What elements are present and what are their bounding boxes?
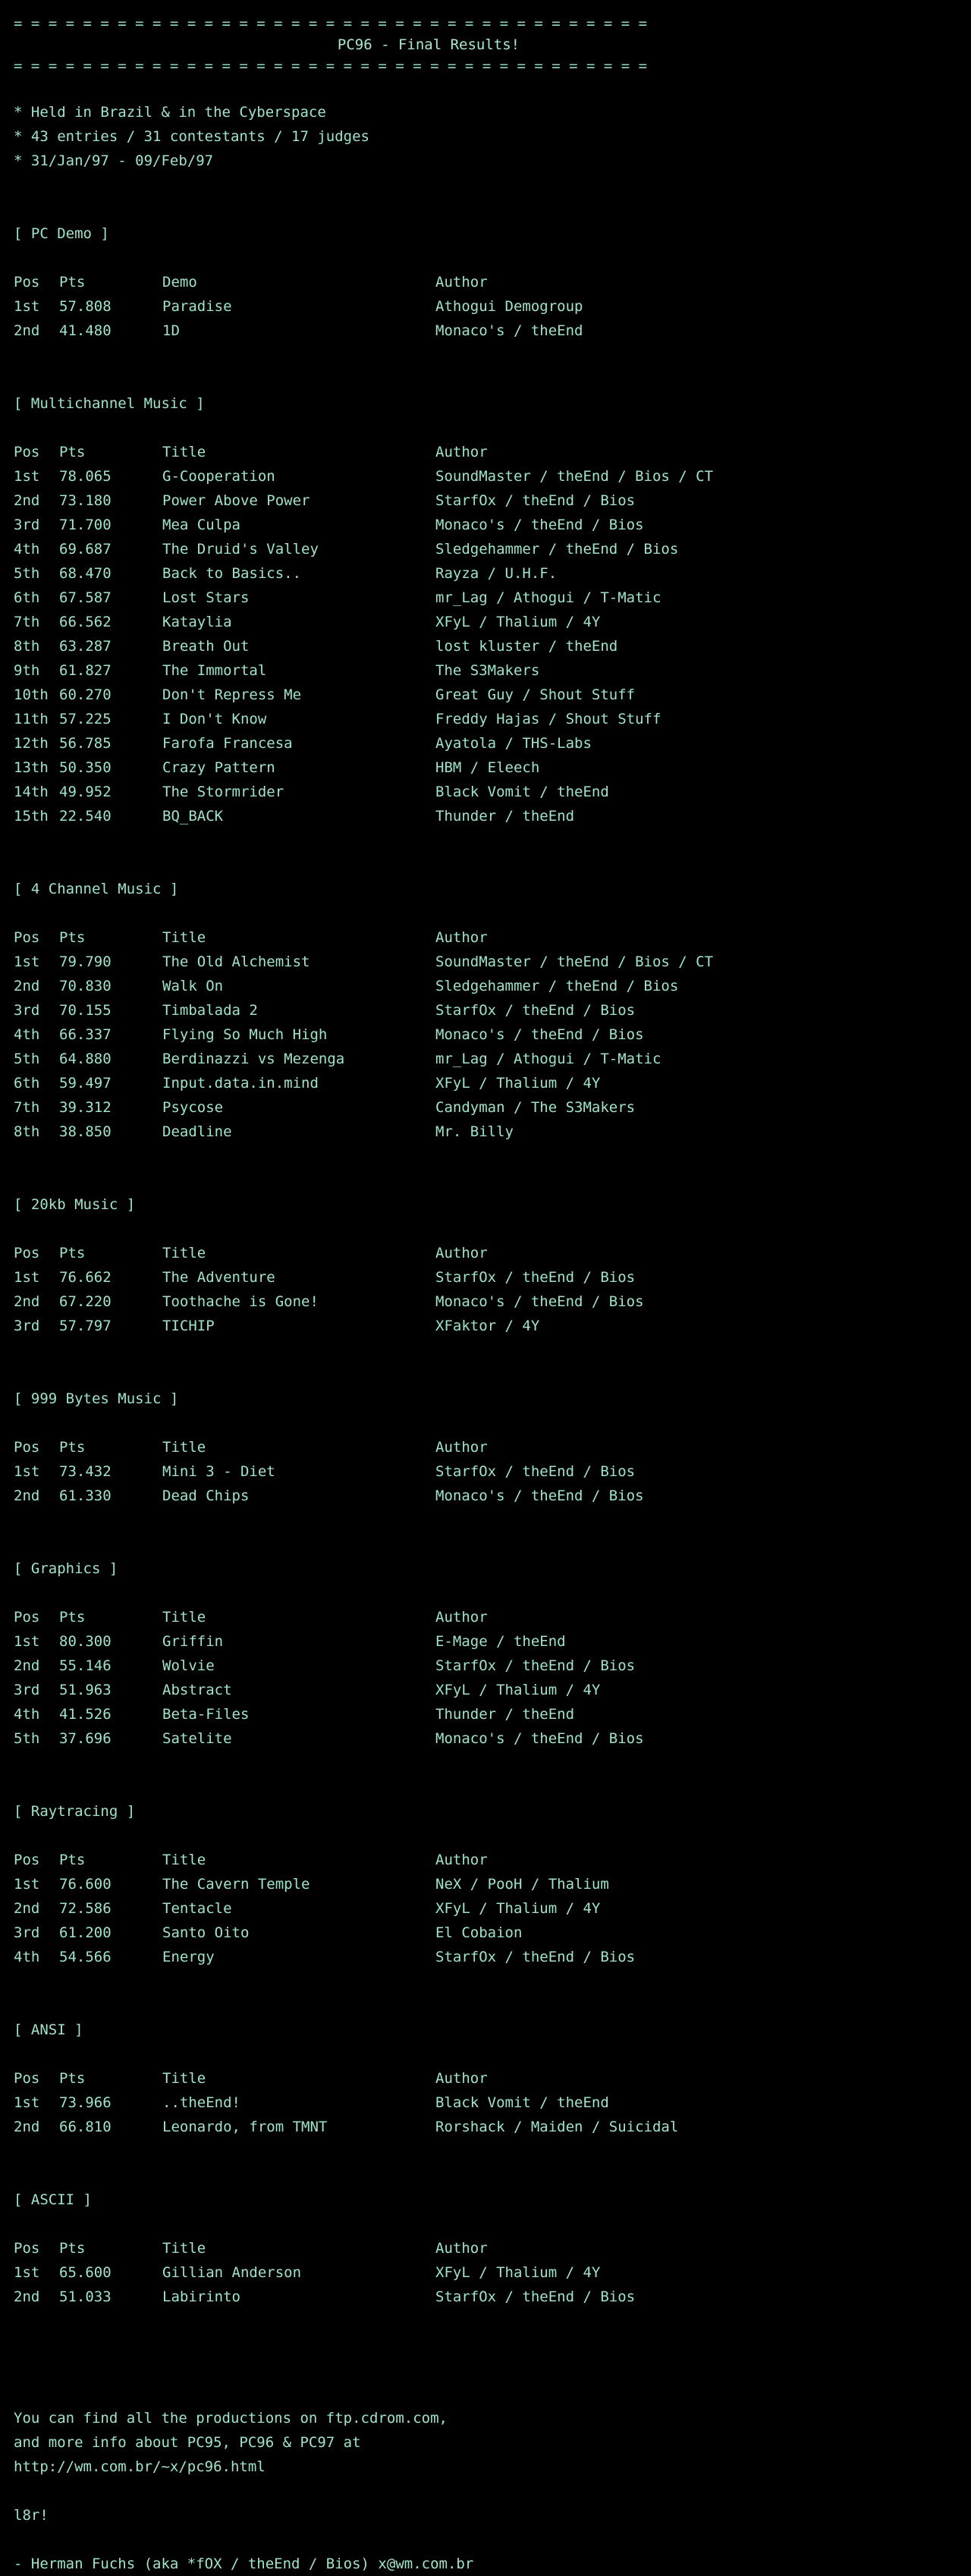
cell-author: SoundMaster / theEnd / Bios / CT <box>435 953 714 970</box>
cell-position: 2nd <box>14 978 40 994</box>
footer-line-0: You can find all the productions on ftp.cdrom.com, <box>14 2410 448 2427</box>
cell-points: 73.966 <box>59 2094 112 2111</box>
column-header-author: Author <box>435 929 488 946</box>
cell-position: 13th <box>14 759 49 776</box>
table-row <box>14 1872 971 1896</box>
cell-position: 1st <box>14 1876 40 1893</box>
table-row <box>14 1945 971 1969</box>
cell-author: Candyman / The S3Makers <box>435 1099 636 1116</box>
cell-points: 56.785 <box>59 735 112 752</box>
cell-position: 4th <box>14 541 40 558</box>
info-line-0: * Held in Brazil & in the Cyberspace <box>14 104 326 121</box>
results-table <box>0 1435 971 1508</box>
rule-top: = = = = = = = = = = = = = = = = = = = = = = = = = = = = = = = = = = = = = <box>14 15 648 32</box>
cell-title: Power Above Power <box>162 492 310 509</box>
column-header-title: Title <box>162 1439 206 1456</box>
cell-title: The Immortal <box>162 662 267 679</box>
sections-container <box>0 221 971 2358</box>
cell-position: 5th <box>14 565 40 582</box>
cell-points: 73.180 <box>59 492 112 509</box>
column-header-author: Author <box>435 274 488 291</box>
cell-points: 73.432 <box>59 1463 112 1480</box>
info-line-2: * 31/Jan/97 - 09/Feb/97 <box>14 152 214 169</box>
cell-author: XFaktor / 4Y <box>435 1318 540 1334</box>
cell-title: The Cavern Temple <box>162 1876 310 1893</box>
cell-position: 4th <box>14 1706 40 1723</box>
cell-points: 78.065 <box>59 468 112 485</box>
cell-position: 4th <box>14 1949 40 1965</box>
cell-position: 1st <box>14 468 40 485</box>
column-header-title: Title <box>162 1245 206 1261</box>
column-header-pos: Pos <box>14 1245 40 1261</box>
cell-author: SoundMaster / theEnd / Bios / CT <box>435 468 714 485</box>
cell-title: Kataylia <box>162 614 232 630</box>
table-row <box>14 756 971 780</box>
cell-author: Monaco's / theEnd / Bios <box>435 1026 644 1043</box>
table-header-row <box>14 1435 971 1459</box>
cell-position: 2nd <box>14 322 40 339</box>
cell-author: Athogui Demogroup <box>435 298 583 315</box>
column-header-pos: Pos <box>14 929 40 946</box>
cell-position: 6th <box>14 1075 40 1092</box>
cell-position: 3rd <box>14 1924 40 1941</box>
cell-author: Black Vomit / theEnd <box>435 2094 609 2111</box>
cell-points: 59.497 <box>59 1075 112 1092</box>
cell-author: Freddy Hajas / Shout Stuff <box>435 711 661 727</box>
table-row <box>14 950 971 974</box>
cell-points: 61.827 <box>59 662 112 679</box>
cell-points: 70.155 <box>59 1002 112 1019</box>
cell-points: 41.480 <box>59 322 112 339</box>
cell-points: 61.200 <box>59 1924 112 1941</box>
table-row <box>14 1265 971 1290</box>
cell-points: 72.586 <box>59 1900 112 1917</box>
cell-position: 4th <box>14 1026 40 1043</box>
cell-author: Monaco's / theEnd / Bios <box>435 1293 644 1310</box>
table-header-row <box>14 1848 971 1872</box>
cell-position: 7th <box>14 614 40 630</box>
column-header-pos: Pos <box>14 274 40 291</box>
cell-author: XFyL / Thalium / 4Y <box>435 1900 601 1917</box>
table-row <box>14 1023 971 1047</box>
section-heading: [ 4 Channel Music ] <box>14 881 179 897</box>
column-header-pts: Pts <box>59 1609 86 1626</box>
cell-title: The Old Alchemist <box>162 953 310 970</box>
cell-title: The Druid's Valley <box>162 541 319 558</box>
table-header-row <box>14 270 971 294</box>
section-heading: [ Raytracing ] <box>14 1803 136 1820</box>
results-table <box>0 2236 971 2309</box>
cell-position: 1st <box>14 1463 40 1480</box>
cell-author: StarfOx / theEnd / Bios <box>435 1949 636 1965</box>
table-row <box>14 464 971 488</box>
cell-author: lost kluster / theEnd <box>435 638 618 655</box>
cell-author: StarfOx / theEnd / Bios <box>435 1657 636 1674</box>
cell-title: Labirinto <box>162 2289 240 2305</box>
table-row <box>14 1095 971 1120</box>
cell-title: Energy <box>162 1949 215 1965</box>
cell-position: 3rd <box>14 1318 40 1334</box>
cell-author: Ayatola / THS-Labs <box>435 735 592 752</box>
cell-position: 1st <box>14 298 40 315</box>
cell-author: Monaco's / theEnd <box>435 322 583 339</box>
cell-author: StarfOx / theEnd / Bios <box>435 492 636 509</box>
cell-points: 38.850 <box>59 1123 112 1140</box>
column-header-author: Author <box>435 2070 488 2087</box>
cell-points: 66.810 <box>59 2119 112 2135</box>
table-header-row <box>14 1241 971 1265</box>
results-table <box>0 440 971 828</box>
cell-title: Crazy Pattern <box>162 759 275 776</box>
cell-position: 2nd <box>14 2119 40 2135</box>
cell-points: 55.146 <box>59 1657 112 1674</box>
table-row <box>14 658 971 683</box>
table-row <box>14 2285 971 2309</box>
section-heading: [ Graphics ] <box>14 1560 118 1577</box>
table-row <box>14 1484 971 1508</box>
cell-points: 76.662 <box>59 1269 112 1286</box>
cell-title: Toothache is Gone! <box>162 1293 319 1310</box>
section-heading: [ 20kb Music ] <box>14 1196 136 1213</box>
table-header-row <box>14 1605 971 1629</box>
results-table <box>0 2066 971 2139</box>
cell-points: 70.830 <box>59 978 112 994</box>
cell-points: 69.687 <box>59 541 112 558</box>
cell-author: Rorshack / Maiden / Suicidal <box>435 2119 679 2135</box>
cell-title: Abstract <box>162 1682 232 1698</box>
cell-title: G-Cooperation <box>162 468 275 485</box>
section-heading: [ ANSI ] <box>14 2022 83 2038</box>
column-header-pts: Pts <box>59 1245 86 1261</box>
cell-points: 57.225 <box>59 711 112 727</box>
column-header-title: Title <box>162 2240 206 2257</box>
cell-author: HBM / Eleech <box>435 759 540 776</box>
table-header-row <box>14 440 971 464</box>
cell-points: 54.566 <box>59 1949 112 1965</box>
cell-title: Back to Basics.. <box>162 565 302 582</box>
cell-position: 1st <box>14 1633 40 1650</box>
cell-points: 65.600 <box>59 2264 112 2281</box>
table-row <box>14 513 971 537</box>
cell-title: Beta-Files <box>162 1706 250 1723</box>
cell-author: StarfOx / theEnd / Bios <box>435 2289 636 2305</box>
cell-title: The Stormrider <box>162 784 284 800</box>
cell-points: 51.963 <box>59 1682 112 1698</box>
cell-title: Don't Repress Me <box>162 686 302 703</box>
column-header-author: Author <box>435 444 488 460</box>
cell-position: 5th <box>14 1730 40 1747</box>
column-header-pos: Pos <box>14 2070 40 2087</box>
cell-points: 37.696 <box>59 1730 112 1747</box>
cell-title: Lost Stars <box>162 589 250 606</box>
column-header-author: Author <box>435 2240 488 2257</box>
cell-title: TICHIP <box>162 1318 215 1334</box>
cell-points: 61.330 <box>59 1487 112 1504</box>
cell-position: 1st <box>14 2094 40 2111</box>
cell-title: Walk On <box>162 978 224 994</box>
cell-position: 2nd <box>14 1293 40 1310</box>
table-row <box>14 2091 971 2115</box>
cell-position: 1st <box>14 1269 40 1286</box>
cell-author: StarfOx / theEnd / Bios <box>435 1002 636 1019</box>
table-header-row <box>14 2066 971 2091</box>
cell-position: 1st <box>14 953 40 970</box>
table-row <box>14 1921 971 1945</box>
cell-author: The S3Makers <box>435 662 540 679</box>
cell-points: 80.300 <box>59 1633 112 1650</box>
cell-position: 2nd <box>14 1657 40 1674</box>
cell-points: 66.562 <box>59 614 112 630</box>
column-header-pts: Pts <box>59 929 86 946</box>
cell-position: 3rd <box>14 1682 40 1698</box>
table-row <box>14 974 971 998</box>
table-row <box>14 707 971 731</box>
cell-points: 63.287 <box>59 638 112 655</box>
cell-title: Santo Oito <box>162 1924 250 1941</box>
cell-points: 39.312 <box>59 1099 112 1116</box>
table-row <box>14 1896 971 1921</box>
cell-title: Input.data.in.mind <box>162 1075 319 1092</box>
cell-author: Rayza / U.H.F. <box>435 565 558 582</box>
cell-title: Satelite <box>162 1730 232 1747</box>
cell-points: 64.880 <box>59 1051 112 1067</box>
cell-author: mr_Lag / Athogui / T-Matic <box>435 589 661 606</box>
cell-position: 14th <box>14 784 49 800</box>
table-row <box>14 1726 971 1751</box>
footer-url[interactable]: http://wm.com.br/~x/pc96.html <box>14 2458 266 2475</box>
cell-points: 50.350 <box>59 759 112 776</box>
column-header-title: Title <box>162 1852 206 1868</box>
table-row <box>14 1702 971 1726</box>
table-row <box>14 1629 971 1654</box>
cell-points: 79.790 <box>59 953 112 970</box>
cell-author: Monaco's / theEnd / Bios <box>435 1730 644 1747</box>
section-heading: [ Multichannel Music ] <box>14 395 205 412</box>
cell-author: NeX / PooH / Thalium <box>435 1876 609 1893</box>
cell-title: Psycose <box>162 1099 224 1116</box>
cell-position: 2nd <box>14 492 40 509</box>
cell-position: 8th <box>14 1123 40 1140</box>
cell-author: XFyL / Thalium / 4Y <box>435 614 601 630</box>
cell-position: 6th <box>14 589 40 606</box>
cell-author: El Cobaion <box>435 1924 523 1941</box>
cell-title: Griffin <box>162 1633 224 1650</box>
cell-title: I Don't Know <box>162 711 267 727</box>
table-row <box>14 998 971 1023</box>
column-header-author: Author <box>435 1609 488 1626</box>
table-row <box>14 586 971 610</box>
column-header-pos: Pos <box>14 2240 40 2257</box>
cell-author: StarfOx / theEnd / Bios <box>435 1463 636 1480</box>
cell-position: 5th <box>14 1051 40 1067</box>
cell-title: Breath Out <box>162 638 250 655</box>
table-row <box>14 683 971 707</box>
cell-position: 10th <box>14 686 49 703</box>
table-row <box>14 2260 971 2285</box>
cell-points: 41.526 <box>59 1706 112 1723</box>
cell-position: 7th <box>14 1099 40 1116</box>
cell-points: 49.952 <box>59 784 112 800</box>
rule-bottom: = = = = = = = = = = = = = = = = = = = = = = = = = = = = = = = = = = = = = <box>14 58 648 74</box>
cell-position: 15th <box>14 808 49 825</box>
page-title: PC96 - Final Results! <box>337 36 520 53</box>
footer-line-1: and more info about PC95, PC96 & PC97 at <box>14 2434 361 2451</box>
column-header-pos: Pos <box>14 1852 40 1868</box>
cell-title: The Adventure <box>162 1269 275 1286</box>
cell-points: 67.587 <box>59 589 112 606</box>
cell-author: E-Mage / theEnd <box>435 1633 566 1650</box>
cell-points: 71.700 <box>59 517 112 533</box>
table-header-row <box>14 2236 971 2260</box>
cell-title: Gillian Anderson <box>162 2264 302 2281</box>
cell-author: Thunder / theEnd <box>435 1706 575 1723</box>
cell-author: Great Guy / Shout Stuff <box>435 686 636 703</box>
cell-points: 76.600 <box>59 1876 112 1893</box>
cell-title: Dead Chips <box>162 1487 250 1504</box>
column-header-pos: Pos <box>14 1609 40 1626</box>
cell-author: Sledgehammer / theEnd / Bios <box>435 978 679 994</box>
cell-title: 1D <box>162 322 180 339</box>
cell-title: Wolvie <box>162 1657 215 1674</box>
section-heading: [ 999 Bytes Music ] <box>14 1390 179 1407</box>
table-row <box>14 804 971 828</box>
cell-points: 66.337 <box>59 1026 112 1043</box>
cell-position: 3rd <box>14 517 40 533</box>
column-header-pts: Pts <box>59 274 86 291</box>
table-row <box>14 1047 971 1071</box>
table-row <box>14 1120 971 1144</box>
table-row <box>14 319 971 343</box>
cell-author: Monaco's / theEnd / Bios <box>435 1487 644 1504</box>
table-row <box>14 1314 971 1338</box>
table-header-row <box>14 925 971 950</box>
cell-points: 60.270 <box>59 686 112 703</box>
table-row <box>14 1654 971 1678</box>
cell-position: 9th <box>14 662 40 679</box>
cell-points: 68.470 <box>59 565 112 582</box>
cell-author: Thunder / theEnd <box>435 808 575 825</box>
column-header-pts: Pts <box>59 444 86 460</box>
cell-title: Leonardo, from TMNT <box>162 2119 328 2135</box>
cell-title: Mini 3 - Diet <box>162 1463 275 1480</box>
results-table <box>0 1848 971 1969</box>
cell-author: XFyL / Thalium / 4Y <box>435 2264 601 2281</box>
cell-position: 12th <box>14 735 49 752</box>
table-row <box>14 294 971 319</box>
cell-author: Black Vomit / theEnd <box>435 784 609 800</box>
results-table <box>0 1605 971 1751</box>
column-header-title: Title <box>162 929 206 946</box>
cell-author: Mr. Billy <box>435 1123 514 1140</box>
cell-author: mr_Lag / Athogui / T-Matic <box>435 1051 661 1067</box>
column-header-author: Author <box>435 1852 488 1868</box>
cell-author: XFyL / Thalium / 4Y <box>435 1075 601 1092</box>
column-header-pts: Pts <box>59 2070 86 2087</box>
cell-position: 1st <box>14 2264 40 2281</box>
column-header-title: Title <box>162 1609 206 1626</box>
table-row <box>14 1459 971 1484</box>
cell-position: 2nd <box>14 1487 40 1504</box>
table-row <box>14 561 971 586</box>
cell-points: 57.808 <box>59 298 112 315</box>
cell-title: Flying So Much High <box>162 1026 328 1043</box>
table-row <box>14 1071 971 1095</box>
cell-author: Monaco's / theEnd / Bios <box>435 517 644 533</box>
column-header-title: Title <box>162 2070 206 2087</box>
cell-points: 67.220 <box>59 1293 112 1310</box>
table-row <box>14 1678 971 1702</box>
cell-title: Tentacle <box>162 1900 232 1917</box>
cell-title: ..theEnd! <box>162 2094 240 2111</box>
column-header-pts: Pts <box>59 1439 86 1456</box>
table-row <box>14 488 971 513</box>
column-header-title: Demo <box>162 274 197 291</box>
column-header-author: Author <box>435 1439 488 1456</box>
section-heading: [ PC Demo ] <box>14 225 109 242</box>
table-row <box>14 634 971 658</box>
cell-title: Deadline <box>162 1123 232 1140</box>
signature: - Herman Fuchs (aka *fOX / theEnd / Bios) x@wm.com.br <box>14 2556 474 2572</box>
cell-title: Mea Culpa <box>162 517 240 533</box>
cell-position: 3rd <box>14 1002 40 1019</box>
cell-author: XFyL / Thalium / 4Y <box>435 1682 601 1698</box>
table-row <box>14 731 971 756</box>
results-table <box>0 1241 971 1338</box>
column-header-title: Title <box>162 444 206 460</box>
cell-position: 2nd <box>14 2289 40 2305</box>
results-table <box>0 270 971 343</box>
cell-author: StarfOx / theEnd / Bios <box>435 1269 636 1286</box>
cell-points: 51.033 <box>59 2289 112 2305</box>
table-row <box>14 2115 971 2139</box>
column-header-author: Author <box>435 1245 488 1261</box>
cell-position: 2nd <box>14 1900 40 1917</box>
column-header-pos: Pos <box>14 1439 40 1456</box>
cell-position: 8th <box>14 638 40 655</box>
cell-title: Farofa Francesa <box>162 735 293 752</box>
cell-title: BQ_BACK <box>162 808 224 825</box>
cell-title: Timbalada 2 <box>162 1002 258 1019</box>
cell-points: 22.540 <box>59 808 112 825</box>
cell-title: Paradise <box>162 298 232 315</box>
results-table <box>0 925 971 1144</box>
section-heading: [ ASCII ] <box>14 2191 92 2208</box>
table-row <box>14 537 971 561</box>
cell-points: 57.797 <box>59 1318 112 1334</box>
signoff: l8r! <box>14 2507 49 2524</box>
column-header-pts: Pts <box>59 1852 86 1868</box>
table-row <box>14 780 971 804</box>
column-header-pts: Pts <box>59 2240 86 2257</box>
table-row <box>14 610 971 634</box>
cell-position: 11th <box>14 711 49 727</box>
cell-title: Berdinazzi vs Mezenga <box>162 1051 345 1067</box>
info-line-1: * 43 entries / 31 contestants / 17 judges <box>14 128 369 145</box>
cell-author: Sledgehammer / theEnd / Bios <box>435 541 679 558</box>
table-row <box>14 1290 971 1314</box>
column-header-pos: Pos <box>14 444 40 460</box>
